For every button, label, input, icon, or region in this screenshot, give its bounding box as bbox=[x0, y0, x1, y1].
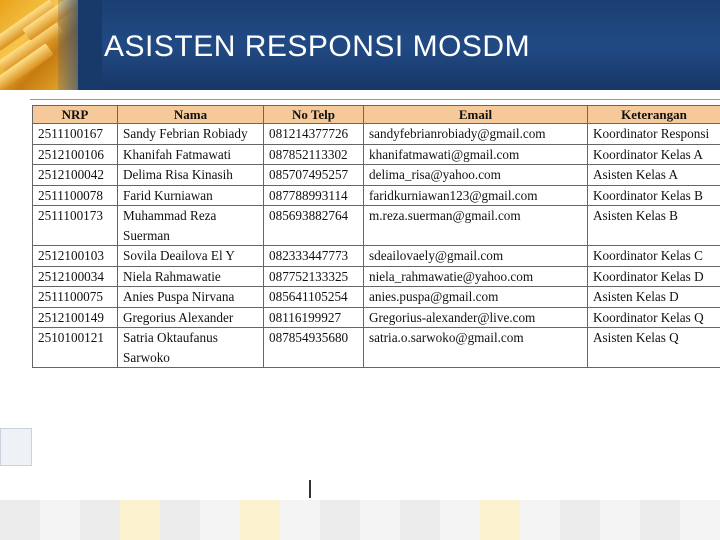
table-row bbox=[33, 206, 720, 246]
cell-email: sandyfebrianrobiady@gmail.com bbox=[364, 124, 588, 145]
footer-tile bbox=[280, 500, 320, 540]
cell-telp: 08116199927 bbox=[264, 307, 364, 328]
table-row bbox=[33, 307, 720, 328]
cell-email: khanifatmawati@gmail.com bbox=[364, 144, 588, 165]
gold-bars-image bbox=[0, 0, 88, 90]
cell-telp: 082333447773 bbox=[264, 246, 364, 267]
cell-nrp: 2512100149 bbox=[33, 307, 118, 328]
footer-tile bbox=[240, 500, 280, 540]
table-row bbox=[33, 124, 720, 145]
cell-keterangan: Asisten Kelas A bbox=[588, 165, 720, 186]
cell-email: Gregorius-alexander@live.com bbox=[364, 307, 588, 328]
cell-keterangan: Koordinator Responsi bbox=[588, 124, 720, 145]
cell-telp: 081214377726 bbox=[264, 124, 364, 145]
table-row bbox=[33, 287, 720, 308]
cell-keterangan: Koordinator Kelas C bbox=[588, 246, 720, 267]
cell-nama: Sandy Febrian Robiady bbox=[118, 124, 264, 145]
footer-tile bbox=[40, 500, 80, 540]
cell-nama: Satria Oktaufanus Sarwoko bbox=[118, 328, 264, 368]
footer-tile bbox=[520, 500, 560, 540]
assistant-table bbox=[32, 105, 720, 368]
cell-nrp: 2512100034 bbox=[33, 266, 118, 287]
cell-keterangan: Koordinator Kelas B bbox=[588, 185, 720, 206]
cell-telp: 087752133325 bbox=[264, 266, 364, 287]
table-row bbox=[33, 144, 720, 165]
side-marker bbox=[0, 428, 32, 466]
cell-keterangan: Koordinator Kelas Q bbox=[588, 307, 720, 328]
footer-tiles bbox=[0, 500, 720, 540]
footer-tile bbox=[80, 500, 120, 540]
column-header-keterangan: Keterangan bbox=[588, 106, 720, 124]
footer-tile bbox=[160, 500, 200, 540]
cell-telp: 087854935680 bbox=[264, 328, 364, 368]
cell-keterangan: Asisten Kelas D bbox=[588, 287, 720, 308]
column-header-telp: No Telp bbox=[264, 106, 364, 124]
slide-title: ASISTEN RESPONSI MOSDM bbox=[104, 30, 531, 63]
cell-email: faridkurniawan123@gmail.com bbox=[364, 185, 588, 206]
cell-nrp: 2510100121 bbox=[33, 328, 118, 368]
cell-email: anies.puspa@gmail.com bbox=[364, 287, 588, 308]
cell-nama: Gregorius Alexander bbox=[118, 307, 264, 328]
cell-nrp: 2511100173 bbox=[33, 206, 118, 246]
table-row bbox=[33, 185, 720, 206]
table-row bbox=[33, 328, 720, 368]
cell-telp: 085693882764 bbox=[264, 206, 364, 246]
cell-keterangan: Koordinator Kelas A bbox=[588, 144, 720, 165]
cell-email: sdeailovaely@gmail.com bbox=[364, 246, 588, 267]
footer-tile bbox=[400, 500, 440, 540]
cell-nrp: 2512100042 bbox=[33, 165, 118, 186]
cell-nama: Anies Puspa Nirvana bbox=[118, 287, 264, 308]
cell-nrp: 2511100075 bbox=[33, 287, 118, 308]
footer-tile bbox=[680, 500, 720, 540]
cell-email: niela_rahmawatie@yahoo.com bbox=[364, 266, 588, 287]
table-row bbox=[33, 246, 720, 267]
footer-tile bbox=[600, 500, 640, 540]
cell-nama: Khanifah Fatmawati bbox=[118, 144, 264, 165]
cell-telp: 087788993114 bbox=[264, 185, 364, 206]
table-body bbox=[33, 124, 720, 368]
title-rule bbox=[30, 99, 720, 100]
cell-telp: 085641105254 bbox=[264, 287, 364, 308]
cell-email: satria.o.sarwoko@gmail.com bbox=[364, 328, 588, 368]
column-header-nama: Nama bbox=[118, 106, 264, 124]
footer-tile bbox=[560, 500, 600, 540]
footer-tile bbox=[360, 500, 400, 540]
cell-keterangan: Asisten Kelas B bbox=[588, 206, 720, 246]
cell-nama: Farid Kurniawan bbox=[118, 185, 264, 206]
cell-nrp: 2511100078 bbox=[33, 185, 118, 206]
cell-nama: Niela Rahmawatie bbox=[118, 266, 264, 287]
cell-telp: 087852113302 bbox=[264, 144, 364, 165]
footer-tile bbox=[640, 500, 680, 540]
table-header-row bbox=[33, 106, 720, 124]
footer-tile bbox=[480, 500, 520, 540]
table-row bbox=[33, 165, 720, 186]
column-header-email: Email bbox=[364, 106, 588, 124]
cell-nrp: 2511100167 bbox=[33, 124, 118, 145]
footer-tile bbox=[120, 500, 160, 540]
cell-nrp: 2512100106 bbox=[33, 144, 118, 165]
table-row bbox=[33, 266, 720, 287]
footer-tile bbox=[440, 500, 480, 540]
assistant-table-container bbox=[32, 105, 720, 493]
header-bar bbox=[0, 0, 720, 90]
cell-email: delima_risa@yahoo.com bbox=[364, 165, 588, 186]
cell-nama: Delima Risa Kinasih bbox=[118, 165, 264, 186]
cell-nama: Sovila Deailova El Y bbox=[118, 246, 264, 267]
footer-tile bbox=[320, 500, 360, 540]
cell-email: m.reza.suerman@gmail.com bbox=[364, 206, 588, 246]
tick-mark bbox=[309, 480, 311, 498]
footer-tile bbox=[200, 500, 240, 540]
cell-nrp: 2512100103 bbox=[33, 246, 118, 267]
header-divider bbox=[78, 0, 102, 90]
cell-telp: 085707495257 bbox=[264, 165, 364, 186]
cell-keterangan: Koordinator Kelas D bbox=[588, 266, 720, 287]
cell-keterangan: Asisten Kelas Q bbox=[588, 328, 720, 368]
column-header-nrp: NRP bbox=[33, 106, 118, 124]
footer-tile bbox=[0, 500, 40, 540]
cell-nama: Muhammad Reza Suerman bbox=[118, 206, 264, 246]
